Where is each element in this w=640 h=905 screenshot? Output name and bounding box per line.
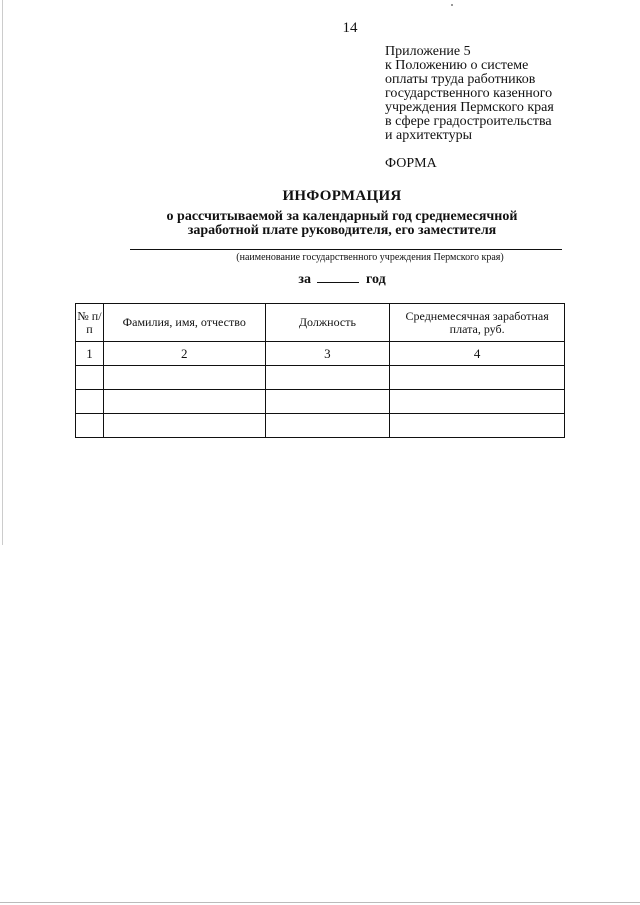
table-numbering-row xyxy=(76,342,565,366)
table-cell xyxy=(76,366,104,390)
annex-line: к Положению о системе xyxy=(385,58,529,73)
table-cell xyxy=(390,366,565,390)
header-average-salary-line-2: плата, руб. xyxy=(449,321,505,336)
subtitle-line-2: заработной плате руководителя, его заместителя xyxy=(187,223,497,238)
institution-name-blank-line xyxy=(130,249,562,250)
data-table xyxy=(75,303,565,438)
scan-speck xyxy=(451,4,453,6)
header-full-name: Фамилия, имя, отчество xyxy=(103,304,265,342)
table-cell xyxy=(265,414,390,438)
table-row xyxy=(76,390,565,414)
table-cell xyxy=(265,366,390,390)
document-subtitle xyxy=(0,210,640,238)
table-cell xyxy=(390,390,565,414)
table-cell xyxy=(76,414,104,438)
table-cell xyxy=(76,390,104,414)
subtitle-line-1: о рассчитываемой за календарный год среднемесячной xyxy=(166,209,518,224)
document-title: ИНФОРМАЦИЯ xyxy=(282,188,402,204)
page-number: 14 xyxy=(342,20,358,36)
table-cell xyxy=(265,390,390,414)
header-average-salary-line-1: Среднемесячная заработная xyxy=(405,308,549,323)
annex-block xyxy=(385,45,605,143)
year-suffix: год xyxy=(365,272,386,287)
header-average-salary xyxy=(390,304,565,342)
year-blank-field xyxy=(317,270,359,283)
institution-caption: (наименование государственного учреждения Пермского края) xyxy=(236,252,504,263)
scan-bottom-edge xyxy=(0,902,640,903)
year-line xyxy=(0,270,640,288)
table-row xyxy=(76,366,565,390)
form-label: ФОРМА xyxy=(385,156,437,171)
annex-line: учреждения Пермского края xyxy=(385,100,554,115)
annex-line: оплаты труда работников xyxy=(385,72,536,87)
table-cell xyxy=(103,390,265,414)
annex-line: Приложение 5 xyxy=(385,44,471,59)
header-number: № п/п xyxy=(76,304,104,342)
table-header-row xyxy=(76,304,565,342)
column-number: 4 xyxy=(390,342,565,366)
header-position: Должность xyxy=(265,304,390,342)
column-number: 2 xyxy=(103,342,265,366)
annex-line: государственного казенного xyxy=(385,86,553,101)
column-number: 1 xyxy=(76,342,104,366)
annex-line: в сфере градостроительства xyxy=(385,114,552,129)
table-row xyxy=(76,414,565,438)
table-cell xyxy=(390,414,565,438)
year-prefix: за xyxy=(298,272,311,287)
table-cell xyxy=(103,366,265,390)
annex-line: и архитектуры xyxy=(385,128,472,143)
table-cell xyxy=(103,414,265,438)
column-number: 3 xyxy=(265,342,390,366)
